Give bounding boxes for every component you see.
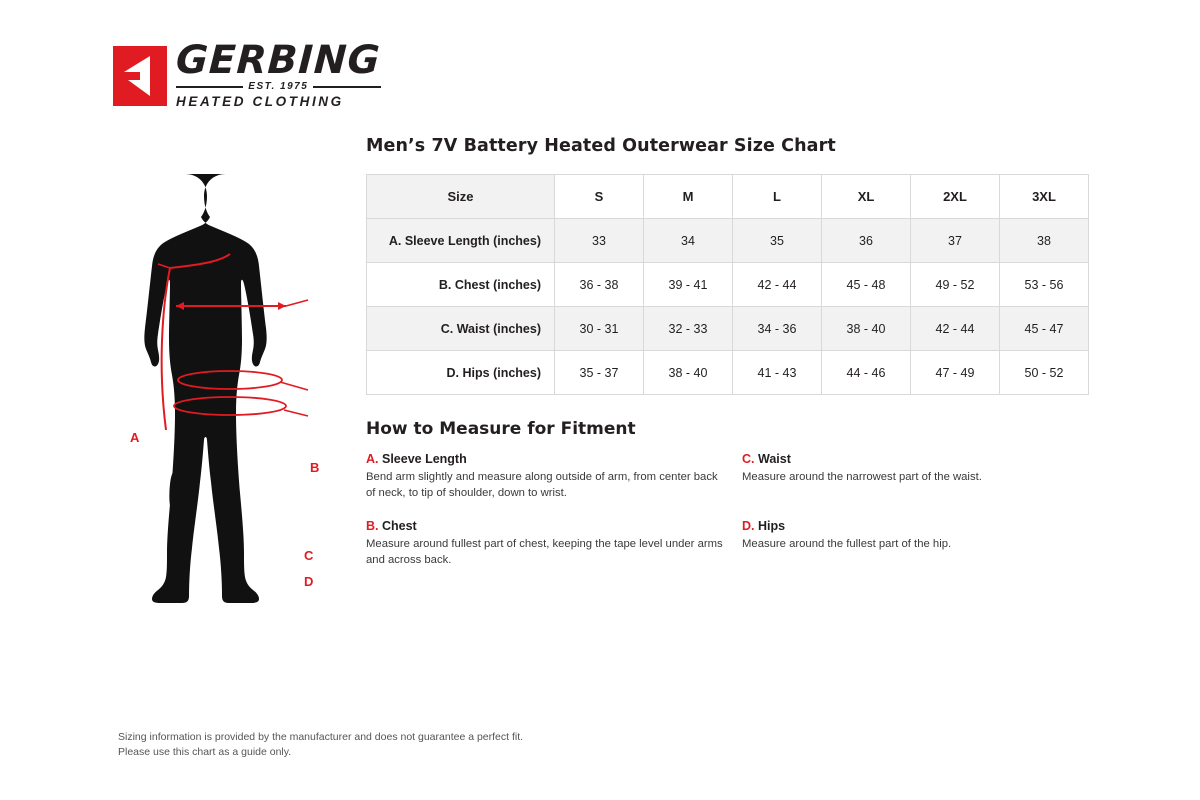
cell-hips-3xl: 50 - 52 (1000, 351, 1089, 395)
measurement-figure (118, 168, 348, 708)
cell-sleeve-m: 34 (644, 219, 733, 263)
how-to-name: Waist (757, 452, 791, 466)
how-to-letter: C. (742, 452, 755, 466)
how-to-letter: D. (742, 519, 755, 534)
how-to-name: Sleeve Length (381, 452, 467, 466)
column-header-s: S (555, 175, 644, 219)
cell-hips-s: 35 - 37 (555, 351, 644, 395)
column-header-l: L (733, 175, 822, 219)
gerbing-mark-icon (113, 46, 167, 106)
cell-sleeve-xl: 36 (822, 219, 911, 263)
how-to-letter: B. (366, 519, 379, 534)
how-to-heading (742, 452, 1118, 466)
brand-logo (113, 38, 382, 110)
cell-hips-l: 41 - 43 (733, 351, 822, 395)
table-row (367, 263, 1089, 307)
male-body-silhouette-icon (118, 168, 348, 708)
how-to-heading (742, 519, 1118, 533)
table-row (367, 351, 1089, 395)
how-to-letter: A. (366, 452, 379, 466)
brand-name: GERBING (174, 38, 382, 83)
cell-chest-m: 39 - 41 (644, 263, 733, 307)
cell-sleeve-2xl: 37 (911, 219, 1000, 263)
cell-hips-xl: 44 - 46 (822, 351, 911, 395)
row-label-chest: B. Chest (inches) (367, 263, 555, 307)
cell-chest-s: 36 - 38 (555, 263, 644, 307)
rule-left (176, 86, 243, 88)
how-to-name: Hips (757, 519, 786, 534)
how-to-item-waist (742, 452, 1118, 501)
cell-hips-2xl: 47 - 49 (911, 351, 1000, 395)
column-header-m: M (644, 175, 733, 219)
how-to-item-chest (366, 519, 742, 568)
figure-callout-c: C (304, 548, 314, 563)
size-chart-table (366, 174, 1089, 395)
how-to-text: Measure around the narrowest part of the waist. (742, 471, 982, 483)
how-to-measure-list (366, 452, 1126, 568)
how-to-item-sleeve-length (366, 452, 742, 501)
cell-sleeve-l: 35 (733, 219, 822, 263)
column-header-2xl: 2XL (911, 175, 1000, 219)
disclaimer-line-2: Please use this chart as a guide only. (118, 746, 292, 759)
cell-hips-m: 38 - 40 (644, 351, 733, 395)
row-label-sleeve-length: A. Sleeve Length (inches) (367, 219, 555, 263)
row-label-waist: C. Waist (inches) (367, 307, 555, 351)
figure-callout-d: D (304, 574, 314, 589)
cell-waist-3xl: 45 - 47 (1000, 307, 1089, 351)
column-header-xl: XL (822, 175, 911, 219)
table-row (367, 307, 1089, 351)
cell-sleeve-s: 33 (555, 219, 644, 263)
cell-chest-l: 42 - 44 (733, 263, 822, 307)
row-label-hips: D. Hips (inches) (367, 351, 555, 395)
how-to-name: Chest (381, 519, 417, 534)
brand-wordmark (174, 38, 382, 110)
how-to-text: Measure around fullest part of chest, keeping the tape level under arms and across back. (366, 538, 723, 566)
figure-callout-b: B (310, 460, 320, 475)
brand-tagline: HEATED CLOTHING (176, 94, 344, 110)
table-header-row (367, 175, 1089, 219)
how-to-text: Bend arm slightly and measure along outside of arm, from center back of neck, to tip of shoulder, down to wrist. (366, 471, 718, 499)
disclaimer (118, 730, 523, 760)
how-to-measure-title: How to Measure for Fitment (366, 419, 636, 439)
disclaimer-line-1: Sizing information is provided by the manufacturer and does not guarantee a perfect fit. (118, 731, 524, 743)
how-to-heading (366, 519, 742, 533)
rule-right (313, 86, 380, 88)
column-header-3xl: 3XL (1000, 175, 1089, 219)
brand-established: EST. 1975 (248, 81, 309, 93)
how-to-heading (366, 452, 742, 466)
how-to-text: Measure around the fullest part of the hip. (742, 538, 952, 551)
cell-waist-2xl: 42 - 44 (911, 307, 1000, 351)
cell-waist-m: 32 - 33 (644, 307, 733, 351)
cell-chest-2xl: 49 - 52 (911, 263, 1000, 307)
cell-waist-xl: 38 - 40 (822, 307, 911, 351)
cell-waist-l: 34 - 36 (733, 307, 822, 351)
table-row (367, 219, 1089, 263)
how-to-item-hips (742, 519, 1118, 568)
cell-chest-3xl: 53 - 56 (1000, 263, 1089, 307)
figure-callout-a: A (130, 430, 140, 445)
content-area (366, 136, 1166, 568)
page-title: Men’s 7V Battery Heated Outerwear Size Chart (366, 136, 836, 156)
cell-waist-s: 30 - 31 (555, 307, 644, 351)
cell-chest-xl: 45 - 48 (822, 263, 911, 307)
cell-sleeve-3xl: 38 (1000, 219, 1089, 263)
column-header-size: Size (367, 175, 555, 219)
